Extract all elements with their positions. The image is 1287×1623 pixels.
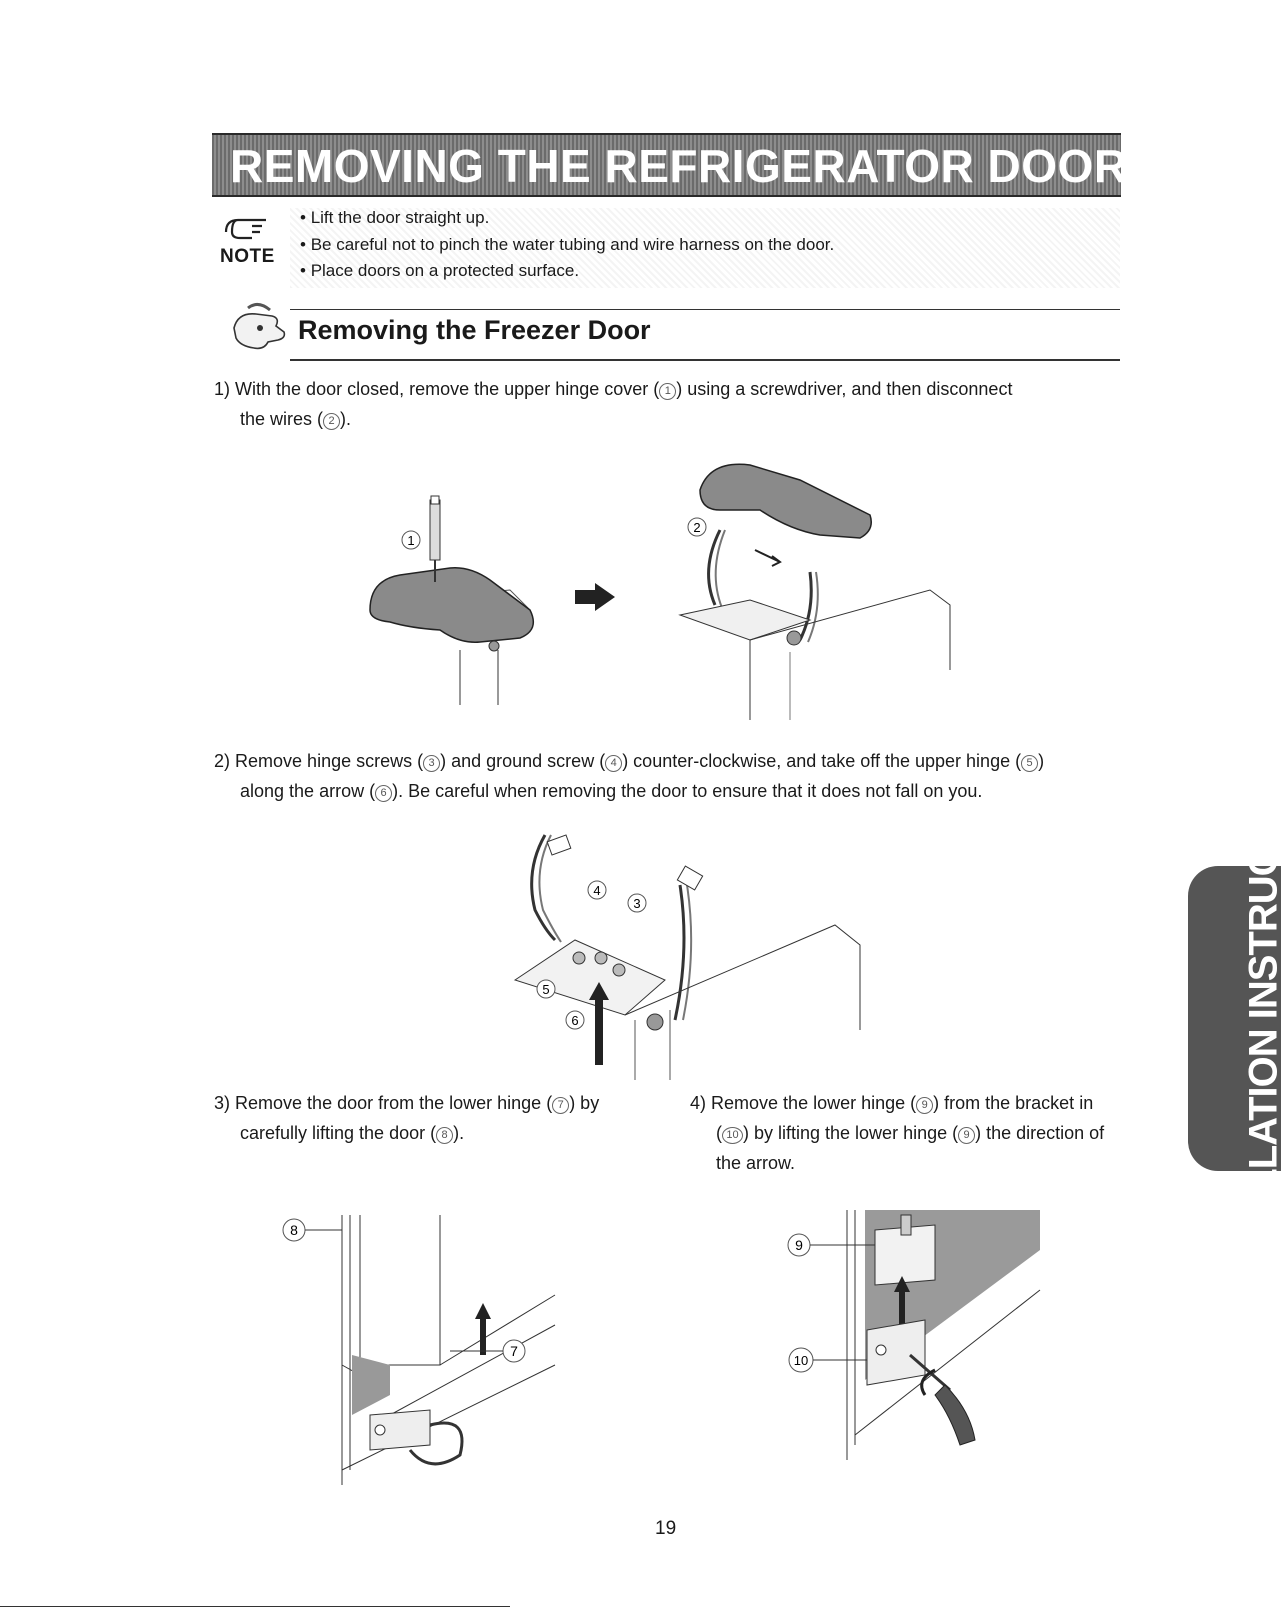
step-number: 2) (214, 751, 231, 771)
footer-rule (0, 1606, 510, 1607)
step-text: ). (340, 409, 352, 429)
side-tab-label: INSTALLATION INSTRUCTIONS (1241, 731, 1286, 1305)
step-number: 1) (214, 379, 231, 399)
section-title: Removing the Freezer Door (298, 315, 651, 345)
step-text: ( (716, 1123, 722, 1143)
step-text: the arrow. (716, 1153, 796, 1173)
step-4-cont2 (716, 1148, 795, 1178)
callout-ref: 7 (552, 1097, 569, 1114)
callout-8: 8 (290, 1222, 298, 1238)
page-title: REMOVING THE REFRIGERATOR DOORS (230, 140, 1159, 192)
note-label: NOTE (220, 246, 275, 267)
step-text: ) from the bracket in (933, 1093, 1094, 1113)
callout-2: 2 (693, 520, 701, 535)
callout-6: 6 (571, 1013, 579, 1028)
step-text: the wires ( (240, 409, 324, 429)
step-text: ) counter-clockwise, and take off the upper hinge ( (622, 751, 1022, 771)
callout-1: 1 (407, 533, 415, 548)
note-item: • Lift the door straight up. (300, 208, 489, 228)
callout-ref: 10 (722, 1127, 743, 1144)
callout-5: 5 (542, 982, 550, 997)
hinge-cover-illustration (370, 460, 990, 750)
callout-ref: 9 (958, 1127, 975, 1144)
step-2-cont (240, 776, 982, 806)
step-text: along the arrow ( (240, 781, 376, 801)
note-list (290, 208, 1120, 288)
callout-ref: 1 (659, 383, 676, 400)
callout-ref: 8 (436, 1127, 453, 1144)
title-banner (212, 133, 1159, 197)
step-text: Remove hinge screws ( (235, 751, 424, 771)
pointing-hand-icon (222, 210, 274, 246)
step-text: ) and ground screw ( (440, 751, 606, 771)
step-1-cont (240, 404, 351, 434)
section-rule (290, 309, 1120, 310)
step-text: ) by lifting the lower hinge ( (743, 1123, 959, 1143)
callout-ref: 3 (423, 755, 440, 772)
step-text: Remove the lower hinge ( (711, 1093, 917, 1113)
step-3-cont (240, 1118, 464, 1148)
lower-hinge-bracket-illustration (785, 1210, 1045, 1460)
callout-ref: 2 (323, 413, 340, 430)
step-4-cont (716, 1118, 1104, 1148)
step-1 (214, 374, 1012, 404)
step-text: Remove the door from the lower hinge ( (235, 1093, 553, 1113)
callout-9: 9 (795, 1237, 803, 1253)
upper-hinge-illustration (515, 830, 895, 1110)
callout-ref: 6 (375, 785, 392, 802)
step-text: ) the direction of (975, 1123, 1105, 1143)
step-text: ) by (569, 1093, 600, 1113)
callout-ref: 9 (916, 1097, 933, 1114)
step-text: ) using a screwdriver, and then disconnect (676, 379, 1013, 399)
page-number: 19 (655, 1518, 677, 1539)
step-text: ). (453, 1123, 465, 1143)
step-number: 3) (214, 1093, 231, 1113)
hand-icon (228, 298, 294, 360)
step-3 (214, 1088, 599, 1118)
step-text: carefully lifting the door ( (240, 1123, 437, 1143)
callout-7: 7 (510, 1343, 518, 1359)
step-2 (214, 746, 1044, 776)
step-text: ) (1038, 751, 1045, 771)
callout-3: 3 (633, 896, 641, 911)
note-item: • Place doors on a protected surface. (300, 261, 579, 281)
callout-ref: 5 (1021, 755, 1038, 772)
callout-4: 4 (593, 883, 601, 898)
right-arrow-icon (575, 583, 615, 611)
step-number: 4) (690, 1093, 707, 1113)
callout-ref: 4 (605, 755, 622, 772)
step-text: ). Be careful when removing the door to ensure that it does not fall on you. (392, 781, 983, 801)
section-side-tab (1188, 731, 1286, 1305)
section-rule (290, 359, 1120, 361)
step-text: With the door closed, remove the upper hinge cover ( (235, 379, 660, 399)
note-item: • Be careful not to pinch the water tubing and wire harness on the door. (300, 235, 834, 255)
step-4 (690, 1088, 1093, 1118)
callout-10: 10 (793, 1353, 809, 1368)
lower-hinge-door-illustration (280, 1215, 590, 1485)
